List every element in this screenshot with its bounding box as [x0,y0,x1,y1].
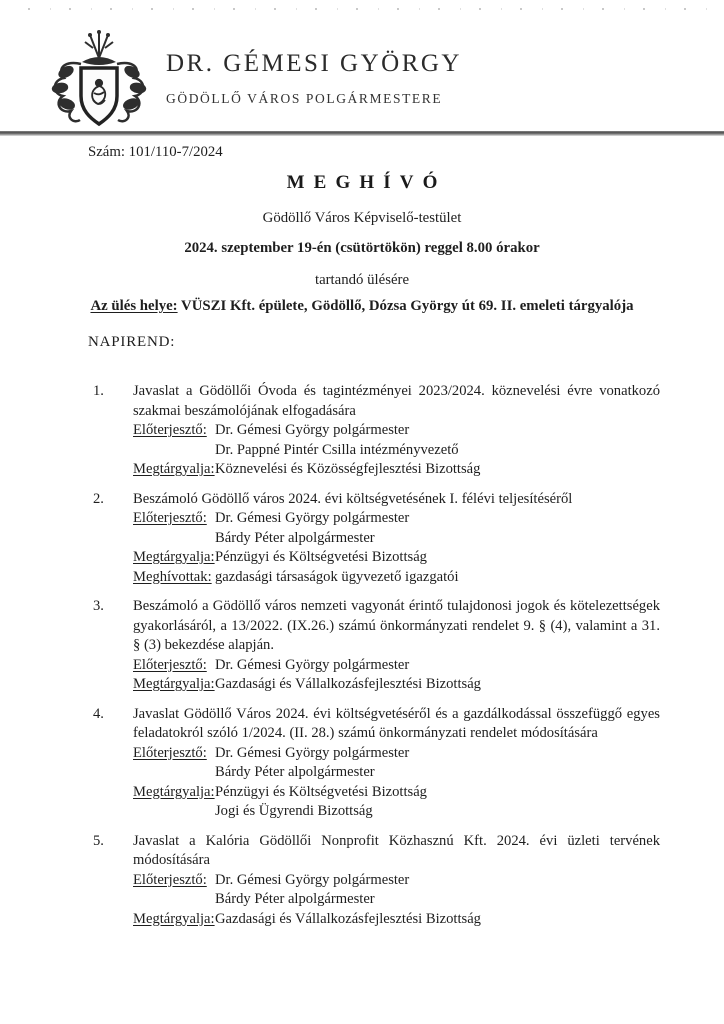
presenter-row [133,509,660,548]
agenda-item-title: Javaslat Gödöllő Város 2024. évi költségvetéséről és a gazdálkodással összefüggő egyes feladatokról szóló 1/2024. (II. 28.) számú önkormányzati rendelet módosítására [133,705,660,741]
discussed-by-values [215,460,660,480]
presenter-values [215,744,660,783]
agenda-item-content [133,705,660,822]
agenda-list [0,382,724,939]
discussed-by-label: Megtárgyalja: [133,910,215,927]
document-title: MEGHÍVÓ [286,172,447,193]
presenter-name: Dr. Gémesi György polgármester [215,422,410,438]
discussed-by-label: Megtárgyalja: [133,676,215,692]
committee-name: Gazdasági és Vállalkozásfejlesztési Bizottság [215,910,481,927]
discussed-by-values [215,675,660,695]
location-value: VÜSZI Kft. épülete, Gödöllő, Dózsa György út 69. II. emeleti tárgyalója [181,298,634,314]
coat-of-arms-icon [44,30,154,132]
presenter-values [215,871,660,910]
letterhead [44,30,462,132]
presenter-row [133,871,660,910]
agenda-item-title: Javaslat a Kalória Gödöllői Nonprofit Közhasznú Kft. 2024. évi üzleti tervének módosítására [133,832,660,868]
presenter-label: Előterjesztő: [133,510,207,526]
agenda-item-content [133,597,660,695]
presenter-values [215,656,660,676]
document-number: Szám: 101/110-7/2024 [88,144,223,160]
discussed-by-label: Megtárgyalja: [133,549,215,565]
agenda-item-number: 1. [93,383,104,399]
presenter-row [133,421,660,460]
agenda-item [93,382,660,480]
presenter-label: Előterjesztő: [133,422,207,438]
agenda-item [93,490,660,588]
agenda-item-title: Beszámoló a Gödöllő város nemzeti vagyonát érintő tulajdonosi jogok és kötelezettségek gyakorlásáról, a 13/2022. (IX.26.) számú önkormányzati rendelet 9. § (4), valamint a 31. § (3) bekezdése alapján. [133,598,660,653]
letterhead-text [166,30,462,107]
presenter-values [215,421,660,460]
agenda-item-number: 4. [93,705,104,722]
organization-line: Gödöllő Város Képviselő-testület [262,210,462,226]
agenda-item-title: Beszámoló Gödöllő város 2024. évi költségvetésének I. félévi teljesítéséről [133,490,573,507]
discussed-by-row [133,460,660,480]
presenter-name: Dr. Gémesi György polgármester [215,744,410,761]
invitees-label: Meghívottak: [133,568,212,585]
agenda-item-content [133,382,660,480]
agenda-heading: NAPIREND: [88,334,176,350]
discussed-by-label: Megtárgyalja: [133,461,215,477]
letterhead-name: DR. GÉMESI GYÖRGY [166,50,462,77]
agenda-item-content [133,832,660,930]
discussed-by-label: Megtárgyalja: [133,783,215,800]
committee-name: Gazdasági és Vállalkozásfejlesztési Bizottság [215,676,481,692]
agenda-item [93,705,660,822]
discussed-by-row [133,548,660,568]
discussed-by-row [133,910,660,930]
agenda-item-number: 2. [93,490,104,507]
agenda-item-number: 5. [93,832,104,849]
presenter-row [133,656,660,676]
presenter-name: Dr. Gémesi György polgármester [215,871,410,888]
agenda-item-number: 3. [93,598,104,614]
discussed-by-values [215,910,660,930]
committee-name: Jogi és Ügyrendi Bizottság [215,803,373,819]
agenda-item [93,832,660,930]
presenter-label: Előterjesztő: [133,871,207,888]
discussed-by-row [133,783,660,822]
presenter-name: Bárdy Péter alpolgármester [215,764,375,780]
scan-artifact-top [28,8,716,10]
presenter-name: Dr. Gémesi György polgármester [215,510,410,526]
datetime-line: 2024. szeptember 19-én (csütörtökön) reggel 8.00 órakor [184,240,540,256]
meeting-phrase: tartandó ülésére [314,272,410,288]
committee-name: Köznevelési és Közösségfejlesztési Bizottság [215,461,481,477]
presenter-values [215,509,660,548]
agenda-item-content [133,490,660,588]
committee-name: Pénzügyi és Költségvetési Bizottság [215,549,427,565]
invitees-value: gazdasági társaságok ügyvezető igazgatói [215,568,459,585]
letterhead-role: GÖDÖLLŐ VÁROS POLGÁRMESTERE [166,91,443,106]
letterhead-divider [0,131,724,136]
invitation-header-block [0,172,724,315]
presenter-label: Előterjesztő: [133,744,207,761]
presenter-row [133,744,660,783]
discussed-by-values [215,548,660,568]
presenter-name: Bárdy Péter alpolgármester [215,891,375,907]
presenter-label: Előterjesztő: [133,656,207,673]
location-line [0,298,724,315]
discussed-by-values [215,783,660,822]
invitees-row [133,568,660,588]
presenter-name: Bárdy Péter alpolgármester [215,529,375,546]
presenter-name: Dr. Pappné Pintér Csilla intézményvezető [215,441,459,458]
committee-name: Pénzügyi és Költségvetési Bizottság [215,783,427,800]
agenda-item-title: Javaslat a Gödöllői Óvoda és tagintézményei 2023/2024. köznevelési évre vonatkozó szakmai beszámolójának elfogadására [133,383,660,419]
discussed-by-row [133,675,660,695]
presenter-name: Dr. Gémesi György polgármester [215,656,410,673]
location-label: Az ülés helye: [90,298,178,314]
agenda-item [93,597,660,695]
